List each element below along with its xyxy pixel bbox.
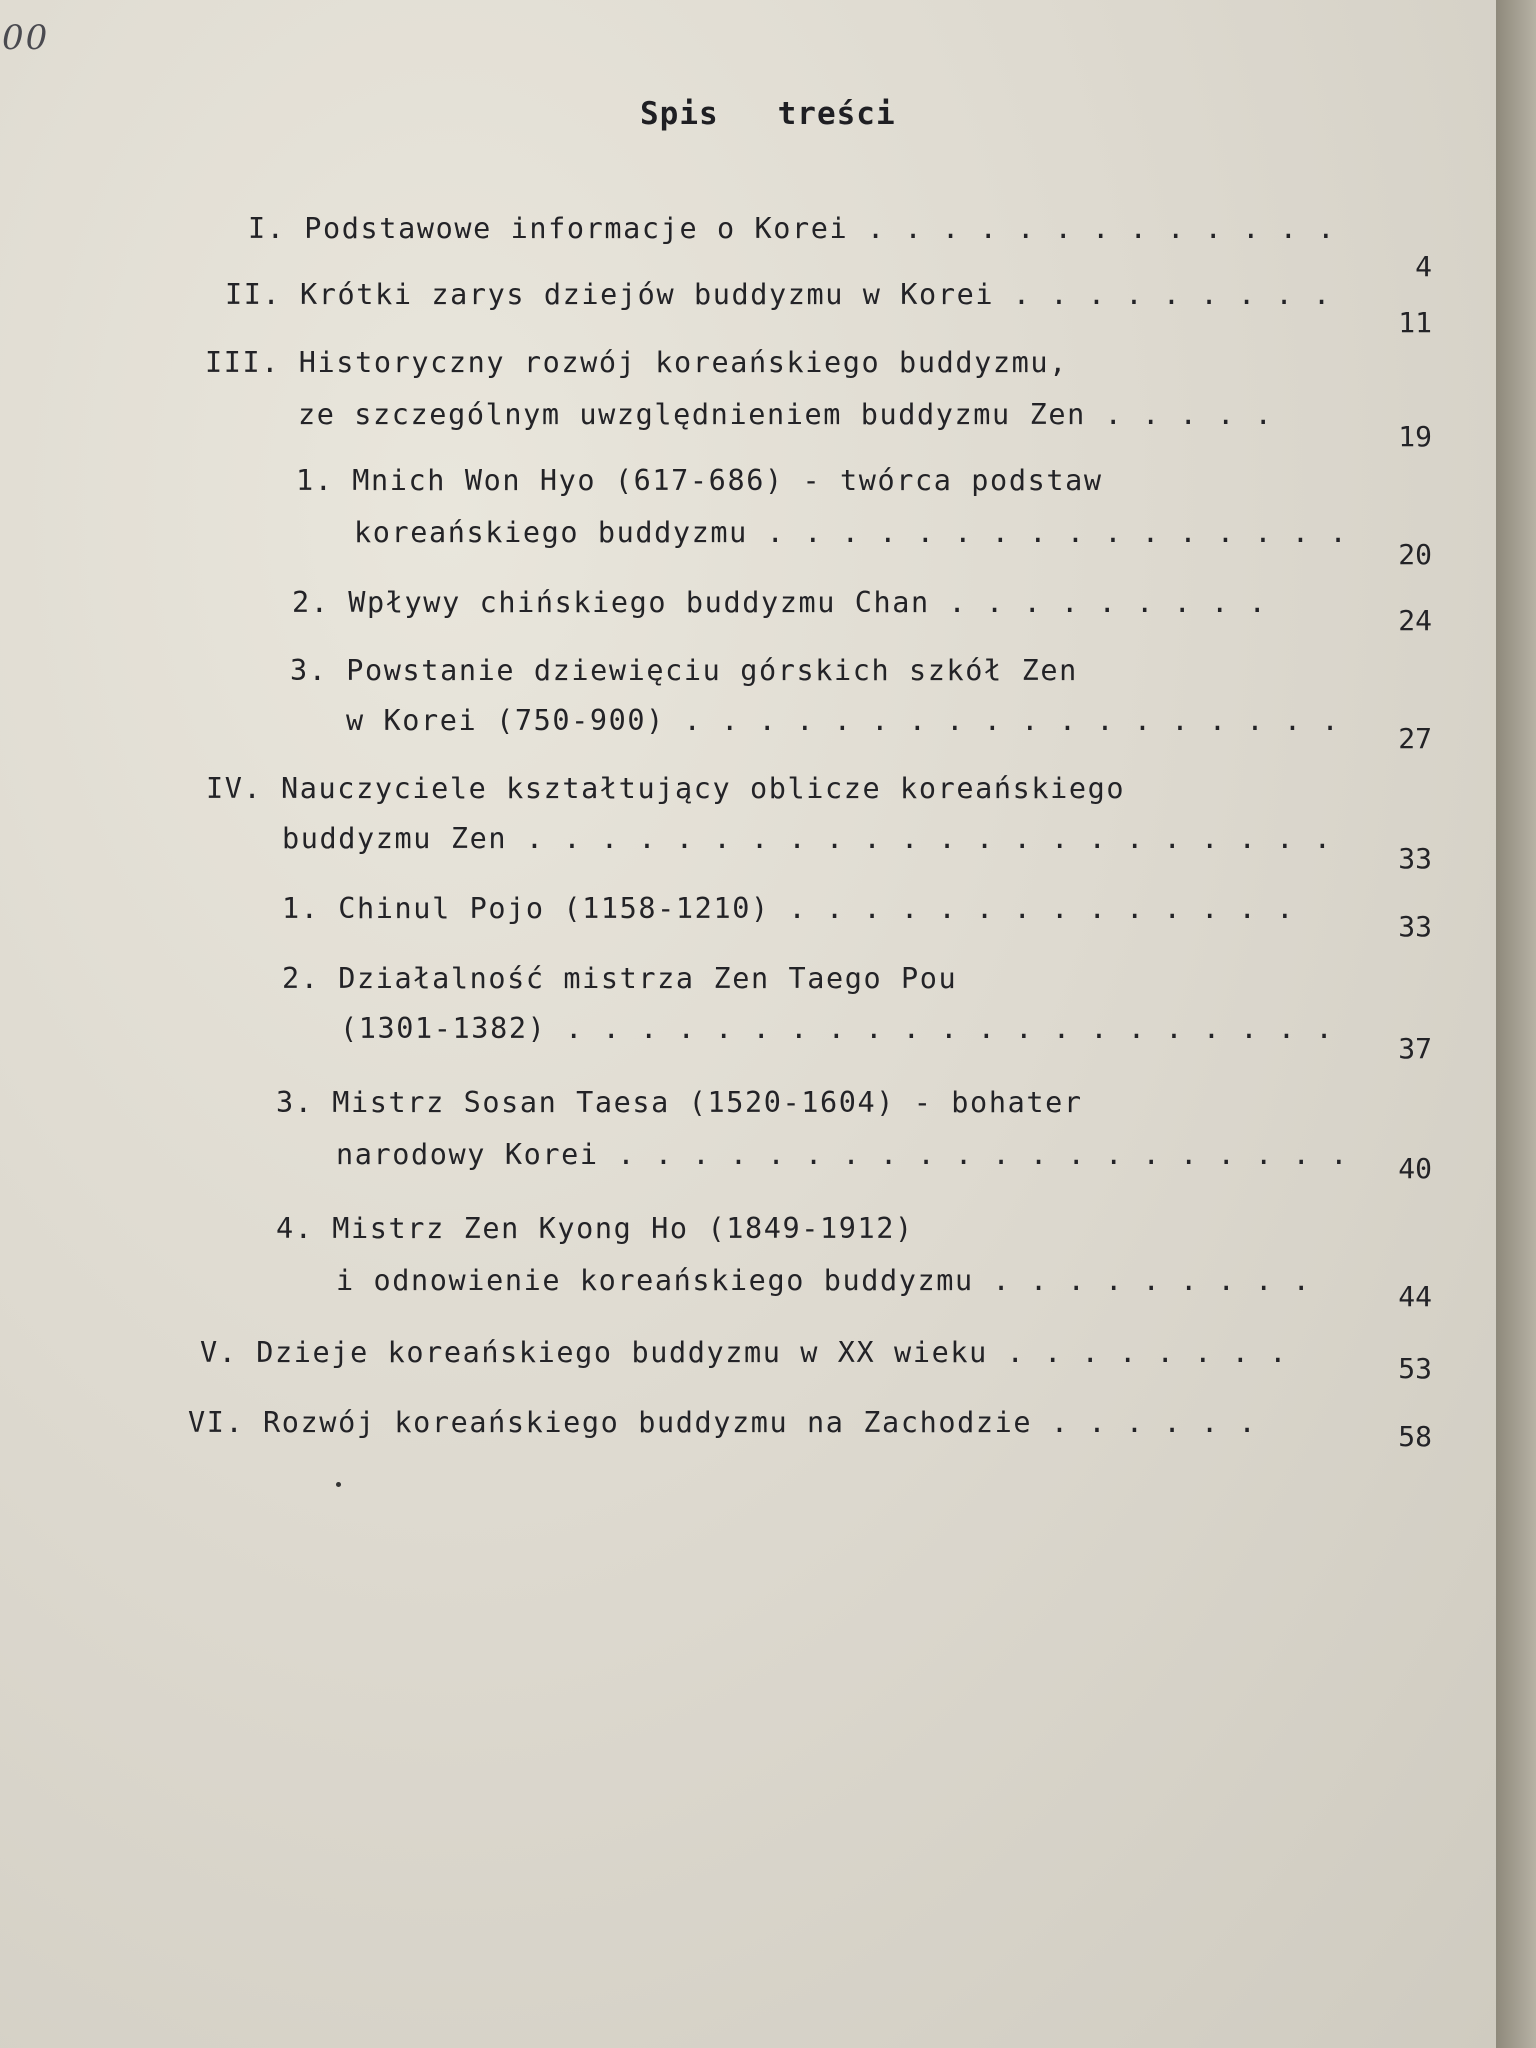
toc-entry-2-text: II. Krótki zarys dziejów buddyzmu w Korei . . . . . . . . . [225,278,1332,311]
toc-entry-4-1-text: 1. Chinul Pojo (1158-1210) . . . . . . . . . . . . . . [282,892,1295,925]
toc-entry-3-3-text: 3. Powstanie dziewięciu górskich szkół Zen [290,654,1078,687]
toc-entry-4-4-text-cont: i odnowienie koreańskiego buddyzmu . . . . . . . . . [336,1264,1312,1297]
toc-entry-2-page: 11 [1398,306,1432,339]
page-edge-shadow [1496,0,1536,2048]
toc-entry-4-text-cont: buddyzmu Zen . . . . . . . . . . . . . . . . . . . . . . [282,822,1333,855]
toc-entry-6-page: 58 [1398,1420,1432,1453]
toc-entry-1-page: 4 [1415,250,1432,283]
toc-entry-4-2-page: 37 [1398,1032,1432,1065]
toc-entry-4-4-page: 44 [1398,1280,1432,1313]
toc-entry-3-1-page: 20 [1398,538,1432,571]
toc-entry-3-3-page: 27 [1398,722,1432,755]
toc-entry-3-text: III. Historyczny rozwój koreańskiego buddyzmu, [205,346,1068,379]
toc-entry-5-page: 53 [1398,1352,1432,1385]
toc-entry-6-text: VI. Rozwój koreańskiego buddyzmu na Zachodzie . . . . . . [188,1406,1258,1439]
page-title: Spis treści [640,96,896,132]
toc-entry-4-2-text-cont: (1301-1382) . . . . . . . . . . . . . . . . . . . . . [340,1012,1335,1045]
ink-speck [336,1482,341,1487]
toc-entry-4-page: 33 [1398,842,1432,875]
toc-entry-1-text: I. Podstawowe informacje o Korei . . . . . . . . . . . . . [248,212,1336,245]
toc-entry-5-text: V. Dzieje koreańskiego buddyzmu w XX wieku . . . . . . . . [200,1336,1288,1369]
toc-entry-3-page: 19 [1398,420,1432,453]
toc-entry-4-text: IV. Nauczyciele kształtujący oblicze koreańskiego [206,772,1126,805]
toc-entry-4-3-text: 3. Mistrz Sosan Taesa (1520-1604) - bohater [276,1086,1083,1119]
toc-entry-3-1-text: 1. Mnich Won Hyo (617-686) - twórca podstaw [296,464,1103,497]
toc-entry-3-2-page: 24 [1398,604,1432,637]
toc-entry-4-2-text: 2. Działalność mistrza Zen Taego Pou [282,962,958,995]
toc-entry-3-text-cont: ze szczególnym uwzględnieniem buddyzmu Zen . . . . . [298,398,1274,431]
corner-mark: 00 [2,18,50,58]
toc-entry-3-1-text-cont: koreańskiego buddyzmu . . . . . . . . . . . . . . . . [354,516,1349,549]
toc-entry-4-3-page: 40 [1398,1152,1432,1185]
toc-entry-4-4-text: 4. Mistrz Zen Kyong Ho (1849-1912) [276,1212,914,1245]
toc-entry-4-1-page: 33 [1398,910,1432,943]
toc-entry-4-3-text-cont: narodowy Korei . . . . . . . . . . . . . . . . . . . . [336,1138,1349,1171]
toc-entry-3-3-text-cont: w Korei (750-900) . . . . . . . . . . . . . . . . . . [346,704,1341,737]
toc-entry-3-2-text: 2. Wpływy chińskiego buddyzmu Chan . . . . . . . . . [292,586,1268,619]
